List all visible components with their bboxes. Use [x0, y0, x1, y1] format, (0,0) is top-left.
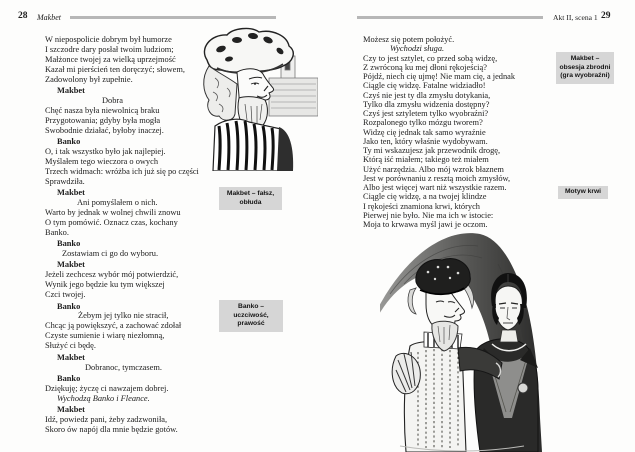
play-line: Banko. — [45, 227, 69, 237]
page-number-left: 28 — [18, 11, 28, 21]
page-28-header — [0, 11, 317, 25]
page-number-right: 29 — [601, 11, 611, 21]
play-line: Ciągle cię widzę, a na twojej klindze — [363, 192, 487, 202]
page-29-header — [317, 11, 635, 25]
play-line: Makbet — [57, 260, 85, 270]
play-line: Czyś jest sztyletem tylko wyobraźni? — [363, 109, 489, 118]
play-line: Jest w porównaniu z resztą moich zmysłów, — [363, 173, 511, 183]
play-line: Czyś nie jest ty dla zmysłu dotykania, — [363, 90, 491, 100]
play-line: Albo jest więcej wart niż wszystkie razem. — [363, 183, 507, 192]
play-line: Makbet — [57, 86, 85, 96]
play-line: Rozpalonego tylko mózgu tworem? — [363, 118, 483, 128]
play-line: Makbet — [57, 188, 85, 198]
play-line: Służyć ci będę. — [45, 341, 96, 351]
play-line: O tym pomówić. Oznacz czas, kochany — [45, 217, 178, 227]
play-line: Ani pomyślałem o nich. — [77, 198, 158, 207]
play-line: Możesz się potem położyć. — [363, 35, 455, 44]
margin-note-makbet-falsz: Makbet – fałsz, obłuda — [219, 187, 282, 210]
play-line: Chcąc ją powiększyć, a zachować zdołał — [45, 321, 182, 331]
play-line: Wychodzi sługa. — [390, 44, 445, 54]
play-line: Ciągle cię widzę. Fatalne widziadło! — [363, 81, 486, 91]
page-28 — [0, 0, 317, 452]
play-line: Zostawiam ci go do wyboru. — [62, 249, 159, 259]
play-line: Banko — [57, 373, 81, 383]
play-line: Widzę cię jednak tak samo wyraźnie — [363, 127, 486, 137]
play-line: Makbet — [57, 352, 85, 362]
play-line: Sprawdziła. — [45, 176, 85, 186]
scene-title: Akt II, scena 1 — [553, 13, 598, 22]
play-line: Pójdź, niech cię ujmę! Nie mam cię, a jednak — [363, 72, 516, 81]
play-line: Jeżeli zechcesz wybór mój potwierdzić, — [45, 270, 179, 280]
header-rule-right — [357, 16, 543, 19]
play-line: Przygotowania; gdyby była mogła — [45, 115, 161, 125]
running-title: Makbet — [37, 13, 61, 22]
play-line: Chęć nasza była niewolnicą braku — [45, 105, 160, 115]
play-line: Dziękuję; życzę ci nawzajem dobrej. — [45, 383, 169, 393]
play-line: Małżonce twojej za wielką uprzejmość — [45, 54, 176, 64]
play-line: Wychodzą Banko i Fleance. — [57, 393, 150, 403]
play-line: Wynik jego będzie ku tym większej — [45, 280, 165, 290]
header-rule-left — [70, 16, 276, 19]
play-line: Jako ten, który właśnie wydobywam. — [363, 136, 488, 146]
figures-illustration — [380, 220, 545, 452]
play-line: Dobra — [102, 95, 123, 105]
play-line: Tylko dla zmysłu widzenia dostępny? — [363, 99, 490, 109]
margin-note-motyw-krwi: Motyw krwi — [558, 186, 608, 199]
play-line: Myślałem tego wieczora o owych — [45, 156, 159, 166]
play-line: W niepospolicie dobrym był humorze — [45, 35, 172, 44]
verse-column-right — [363, 35, 573, 229]
play-line: Zadowolony był zupełnie. — [45, 74, 133, 84]
play-line: Z zwróconą ku mej dłoni rękojeścią? — [363, 62, 487, 72]
play-line: Banko — [57, 137, 81, 147]
play-line: Żebym jej tylko nie stracił, — [78, 311, 169, 321]
play-line: I szczodre dary posłał twoim ludziom; — [45, 44, 174, 54]
play-line: Czyste sumienie i wiarę niezłomną, — [45, 331, 165, 341]
portrait-illustration — [193, 26, 318, 171]
play-line: Makbet — [57, 405, 85, 415]
play-line: Idź, powiedz pani, żeby zadzwoniła, — [45, 415, 168, 425]
play-line: Banko — [57, 239, 81, 249]
margin-note-makbet-obsesja: Makbet – obsesja zbrodni (gra wyobraźni) — [556, 52, 614, 84]
play-line: Dobranoc, tymczasem. — [85, 362, 162, 372]
play-line: Banko — [57, 301, 81, 311]
play-line: Którą iść miałem; takiego też miałem — [363, 155, 489, 165]
play-line: Warto by jednak w wolnej chwili znowu — [45, 207, 181, 217]
page-29 — [317, 0, 635, 452]
play-line: Kazał mi pierścień ten doręczyć; słowem, — [45, 64, 185, 74]
play-line: Czy to jest sztylet, co przed sobą widzę, — [363, 53, 498, 63]
play-line: Trzech widmach: wróżba ich już się po części — [45, 166, 199, 176]
play-line: Użyć narzędzia. Albo mój wzrok błaznem — [363, 164, 504, 174]
play-line: O, i tak wszystko było jak najlepiej. — [45, 146, 166, 156]
play-line: I rękojeści znamiona krwi, których — [363, 201, 480, 211]
play-line: Czci twojej. — [45, 290, 86, 300]
margin-note-banko-uczciwosc: Banko – uczciwość, prawość — [219, 300, 283, 332]
play-line: Ty mi wskazujesz jak przewodnik drogę, — [363, 146, 501, 155]
play-line: Swobodnie działać, byłoby inaczej. — [45, 125, 164, 135]
play-line: Moja to krwawa myśl jawi je oczom. — [363, 220, 488, 229]
play-line: Skoro ów napój dla mnie będzie gotów. — [45, 424, 178, 434]
play-line: Pierwej nie było. Nie ma ich w istocie: — [363, 210, 494, 220]
